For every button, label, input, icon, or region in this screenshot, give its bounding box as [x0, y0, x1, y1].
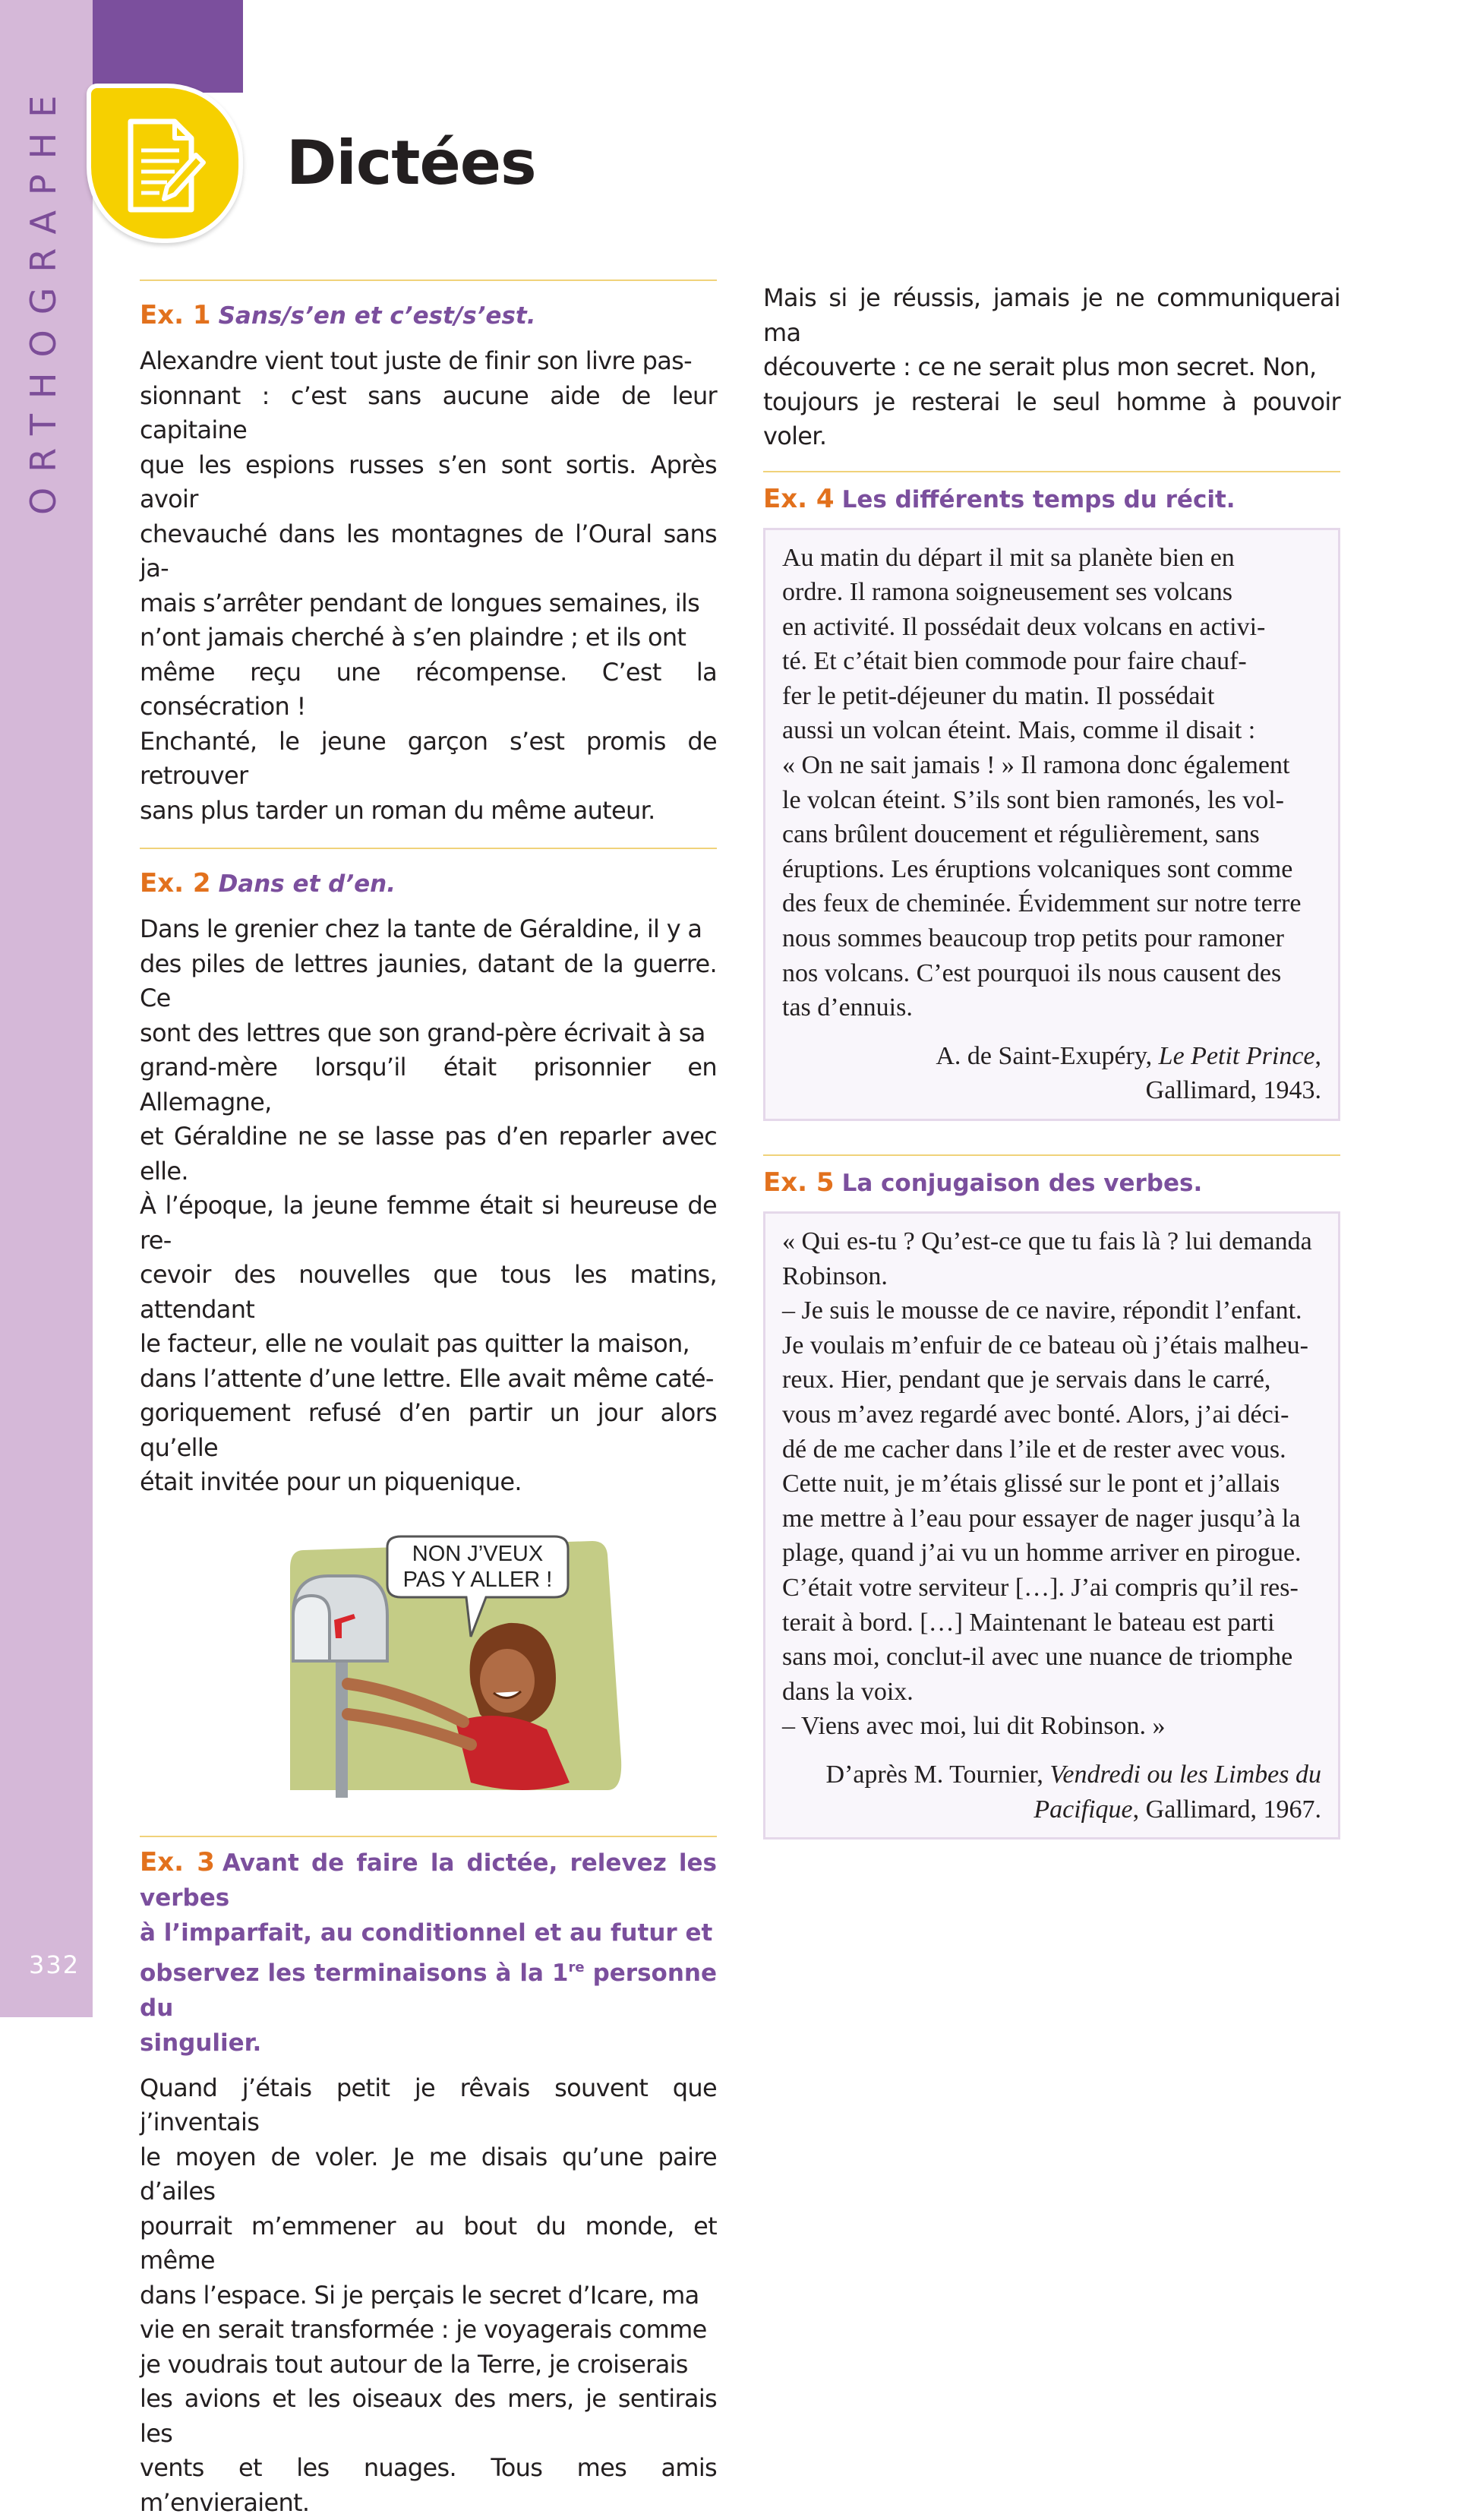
ex4-title: Les différents temps du récit. — [842, 486, 1236, 513]
ex3-text — [140, 2071, 717, 2520]
divider — [763, 471, 1340, 472]
text-line: cans brûlent doucement et régulièrement, sans — [782, 817, 1321, 852]
text-line: Au matin du départ il mit sa planète bien en — [782, 541, 1321, 576]
ex2-number: Ex. 2 — [140, 868, 211, 898]
text-line: « Qui es-tu ? Qu’est-ce que tu fais là ? lui demanda — [782, 1224, 1321, 1259]
ex5-title: La conjugaison des verbes. — [842, 1170, 1203, 1197]
text-line: Dans le grenier chez la tante de Géraldine, il y a — [140, 912, 717, 947]
text-line: chevauché dans les montagnes de l’Oural sans ja- — [140, 517, 717, 586]
text-line: Robinson. — [782, 1259, 1321, 1294]
ex3-title-line-text: personne du — [140, 1959, 717, 2022]
source-publisher: Gallimard, 1943. — [782, 1073, 1321, 1108]
ex3-text-continued — [763, 281, 1340, 454]
source-title: Vendredi ou les Limbes du — [1049, 1761, 1321, 1789]
divider — [140, 1836, 717, 1837]
text-line: goriquement refusé d’en partir un jour alors qu’elle — [140, 1396, 717, 1465]
mailbox-post — [336, 1646, 348, 1798]
text-line: fer le petit-déjeuner du matin. Il possédait — [782, 679, 1321, 714]
text-line: les avions et les oiseaux des mers, je sentirais les — [140, 2382, 717, 2451]
text-line: le moyen de voler. Je me disais qu’une paire d’ailes — [140, 2140, 717, 2209]
source-title: Le Petit Prince — [1159, 1042, 1315, 1070]
text-line: vous m’avez regardé avec bonté. Alors, j’ai déci- — [782, 1397, 1321, 1432]
source-author: A. de Saint-Exupéry, — [936, 1042, 1152, 1070]
ex2-heading — [140, 866, 717, 902]
ex1-title: Sans/s’en et c’est/s’est. — [219, 302, 536, 330]
text-line: Cette nuit, je m’étais glissé sur le pont et j’allais — [782, 1467, 1321, 1502]
text-line: aussi un volcan éteint. Mais, comme il disait : — [782, 713, 1321, 748]
text-line: C’était votre serviteur […]. J’ai compris qu’il res- — [782, 1571, 1321, 1606]
text-line: me mettre à l’eau pour essayer de nager jusqu’à la — [782, 1502, 1321, 1536]
header-badge — [87, 84, 243, 243]
text-line: Je voulais m’enfuir de ce bateau où j’étais malheu- — [782, 1328, 1321, 1363]
text-line: dans l’espace. Si je perçais le secret d’Icare, ma — [140, 2278, 717, 2313]
ex2-title: Dans et d’en. — [219, 870, 396, 898]
ex3-title-line — [140, 1950, 717, 2026]
text-line: dé de me cacher dans l’ile et de rester avec vous. — [782, 1432, 1321, 1467]
ex5-source — [782, 1757, 1321, 1827]
ex3-heading — [140, 1845, 717, 2061]
text-line: cevoir des nouvelles que tous les matins, attendant — [140, 1258, 717, 1327]
ex4-heading — [763, 482, 1340, 517]
ex5-quote-box — [763, 1211, 1340, 1839]
ex2-text — [140, 912, 717, 1500]
source-title: Pacifique — [1034, 1795, 1132, 1824]
text-line: té. Et c’était bien commode pour faire chauf- — [782, 644, 1321, 679]
ex5-heading — [763, 1165, 1340, 1201]
page-title: Dictées — [286, 128, 536, 198]
text-line: nos volcans. C’est pourquoi ils nous causent des — [782, 956, 1321, 991]
text-line: était invitée pour un piquenique. — [140, 1465, 717, 1500]
divider — [140, 848, 717, 849]
ex3-title-line-text: observez les terminaisons à la 1 — [140, 1959, 569, 1987]
source-author: D’après M. Tournier, — [825, 1761, 1043, 1789]
text-line: terait à bord. […] Maintenant le bateau est parti — [782, 1606, 1321, 1641]
mailbox-girl-illustration — [281, 1532, 691, 1805]
ex3-title-line: singulier. — [140, 2026, 717, 2061]
text-line: Quand j’étais petit je rêvais souvent que j’inventais — [140, 2071, 717, 2140]
text-line: le facteur, elle ne voulait pas quitter la maison, — [140, 1327, 717, 1362]
ex3-title-line-text: Avant de faire la dictée, relevez les verbes — [140, 1849, 717, 1912]
speech-line: PAS Y ALLER ! — [403, 1568, 553, 1592]
text-line: des piles de lettres jaunies, datant de la guerre. Ce — [140, 947, 717, 1016]
ex3-number: Ex. 3 — [140, 1847, 215, 1877]
text-line: je voudrais tout autour de la Terre, je croiserais — [140, 2348, 717, 2383]
text-line: Mais si je réussis, jamais je ne communiquerai ma — [763, 281, 1340, 350]
page-number: 332 — [29, 1950, 80, 1979]
text-line: dans la voix. — [782, 1675, 1321, 1710]
text-line: découverte : ce ne serait plus mon secret. Non, — [763, 350, 1340, 385]
text-line: sont des lettres que son grand-père écrivait à sa — [140, 1016, 717, 1051]
text-line: pourrait m’emmener au bout du monde, et même — [140, 2209, 717, 2278]
text-line: Alexandre vient tout juste de finir son livre pas- — [140, 344, 717, 379]
text-line: sans plus tarder un roman du même auteur. — [140, 794, 717, 829]
ex4-number: Ex. 4 — [763, 484, 835, 514]
ex4-source — [782, 1039, 1321, 1108]
ex3-title-line — [140, 1845, 717, 1915]
text-line: le volcan éteint. S’ils sont bien ramonés, les vol- — [782, 783, 1321, 818]
text-line: vents et les nuages. Tous mes amis m’envieraient. — [140, 2451, 717, 2520]
text-line: vie en serait transformée : je voyagerais comme — [140, 2313, 717, 2348]
text-line: dans l’attente d’une lettre. Elle avait même caté- — [140, 1362, 717, 1397]
ex1-text — [140, 344, 717, 828]
text-line: mais s’arrêter pendant de longues semaines, ils — [140, 586, 717, 621]
text-line: des feux de cheminée. Évidemment sur notre terre — [782, 886, 1321, 921]
section-label: ORTHOGRAPHE — [23, 39, 68, 556]
girl-face — [480, 1649, 535, 1713]
left-column — [140, 279, 717, 2520]
source-publisher: , Gallimard, 1967. — [1133, 1795, 1321, 1824]
text-line: tas d’ennuis. — [782, 990, 1321, 1025]
ex1-heading — [140, 298, 717, 333]
text-line: que les espions russes s’en sont sortis. Après avoir — [140, 448, 717, 517]
illustration — [281, 1532, 691, 1805]
divider — [140, 279, 717, 281]
text-line: reux. Hier, pendant que je servais dans le carré, — [782, 1363, 1321, 1397]
text-line: sans moi, conclut-il avec une nuance de triomphe — [782, 1640, 1321, 1675]
source-punct: , — [1315, 1042, 1322, 1070]
text-line: plage, quand j’ai vu un homme arriver en pirogue. — [782, 1536, 1321, 1571]
text-line: grand-mère lorsqu’il était prisonnier en Allemagne, — [140, 1050, 717, 1119]
divider — [763, 1154, 1340, 1156]
text-line: toujours je resterai le seul homme à pouvoir voler. — [763, 385, 1340, 454]
text-line: en activité. Il possédait deux volcans en activi- — [782, 610, 1321, 645]
text-line: Enchanté, le jeune garçon s’est promis de retrouver — [140, 725, 717, 794]
text-line: sionnant : c’est sans aucune aide de leur capitaine — [140, 379, 717, 448]
text-line: éruptions. Les éruptions volcaniques sont comme — [782, 852, 1321, 887]
header-tab — [93, 0, 243, 93]
document-pencil-icon — [125, 115, 208, 216]
superscript: re — [569, 1959, 585, 1975]
text-line: À l’époque, la jeune femme était si heureuse de re- — [140, 1189, 717, 1258]
text-line: même reçu une récompense. C’est la consécration ! — [140, 655, 717, 725]
text-line: – Viens avec moi, lui dit Robinson. » — [782, 1709, 1321, 1744]
text-line: « On ne sait jamais ! » Il ramona donc également — [782, 748, 1321, 783]
ex3-title-line: à l’imparfait, au conditionnel et au futur et — [140, 1915, 717, 1950]
ex1-number: Ex. 1 — [140, 300, 211, 330]
right-column — [763, 281, 1340, 1839]
text-line: ordre. Il ramona soigneusement ses volcans — [782, 575, 1321, 610]
ex5-number: Ex. 5 — [763, 1167, 835, 1198]
text-line: – Je suis le mousse de ce navire, répondit l’enfant. — [782, 1293, 1321, 1328]
speech-line: NON J’VEUX — [412, 1542, 543, 1566]
text-line: nous sommes beaucoup trop petits pour ramoner — [782, 921, 1321, 956]
text-line: et Géraldine ne se lasse pas d’en reparler avec elle. — [140, 1119, 717, 1189]
text-line: n’ont jamais cherché à s’en plaindre ; et ils ont — [140, 621, 717, 655]
ex4-quote-box — [763, 528, 1340, 1122]
